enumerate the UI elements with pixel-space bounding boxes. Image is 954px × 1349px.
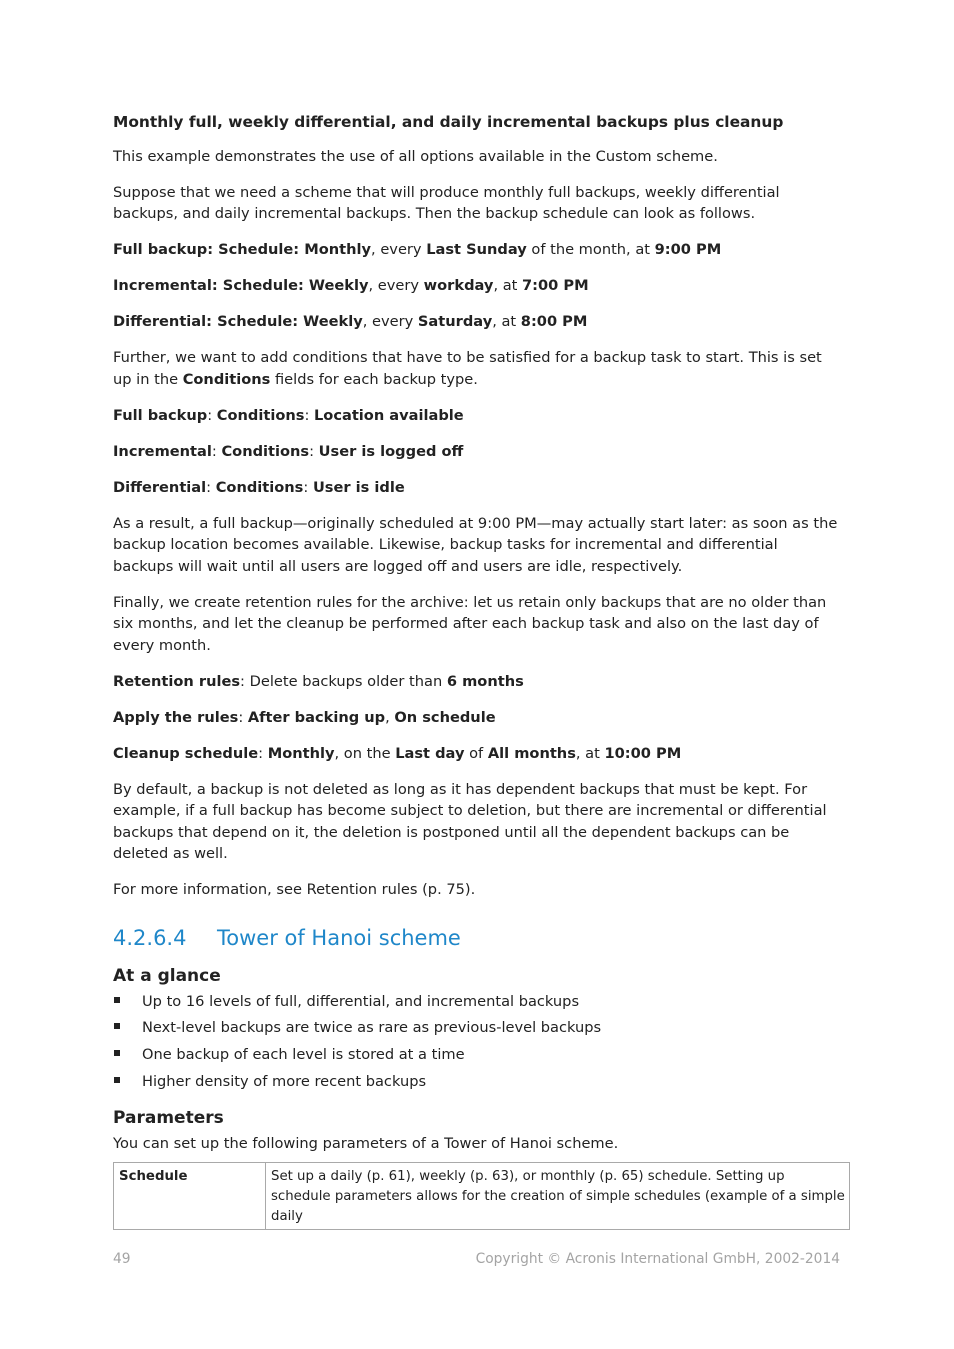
copyright-notice: Copyright © Acronis International GmbH, 2002-2014 xyxy=(475,1251,840,1267)
bullet-icon xyxy=(114,1077,120,1083)
list-item: Up to 16 levels of full, differential, and incremental backups xyxy=(113,991,839,1018)
condition-full: Full backup: Conditions: Location available xyxy=(113,406,464,424)
list-item: One backup of each level is stored at a time xyxy=(113,1044,839,1071)
glance-heading: At a glance xyxy=(113,965,221,986)
example-heading: Monthly full, weekly differential, and daily incremental backups plus cleanup xyxy=(113,113,784,131)
schedule-full: Full backup: Schedule: Monthly, every Last Sunday of the month, at 9:00 PM xyxy=(113,241,722,258)
section-number: 4.2.6.4 xyxy=(113,925,187,950)
document-body xyxy=(113,112,845,1230)
intro-paragraph: This example demonstrates the use of all options available in the Custom scheme. xyxy=(113,147,718,165)
result-paragraph: As a result, a full backup—originally scheduled at 9:00 PM—may actually start later: as soon as the backup location becomes available. Likewise, backup tasks for incremental and differential backups will wait until all users are logged off and users are idle, respectively. xyxy=(113,514,838,575)
more-info-paragraph[interactable]: For more information, see Retention rules (p. 75). xyxy=(113,881,476,898)
list-item: Next-level backups are twice as rare as previous-level backups xyxy=(113,1017,839,1044)
parameters-intro: You can set up the following parameters of a Tower of Hanoi scheme. xyxy=(113,1135,619,1153)
section-title: Tower of Hanoi scheme xyxy=(217,925,461,950)
parameters-table xyxy=(113,1162,850,1230)
suppose-paragraph: Suppose that we need a scheme that will produce monthly full backups, weekly differential backups, and daily incremental backups. Then the backup schedule can look as follows. xyxy=(113,183,780,222)
bullet-icon xyxy=(114,997,120,1003)
list-item: Higher density of more recent backups xyxy=(113,1071,839,1098)
further-paragraph: Further, we want to add conditions that have to be satisfied for a backup task to start. This is set up in the Conditions fields for each backup type. xyxy=(113,349,822,388)
cleanup-schedule-line: Cleanup schedule: Monthly, on the Last day of All months, at 10:00 PM xyxy=(113,744,682,762)
condition-incremental: Incremental: Conditions: User is logged off xyxy=(113,442,464,460)
table-value-cell: Set up a daily (p. 61), weekly (p. 63), or monthly (p. 65) schedule. Setting up schedule parameters allows for the creation of simple schedules (example of a simple daily xyxy=(266,1162,850,1229)
schedule-incremental: Incremental: Schedule: Weekly, every workday, at 7:00 PM xyxy=(113,277,589,294)
table-row xyxy=(114,1162,850,1229)
schedule-differential: Differential: Schedule: Weekly, every Saturday, at 8:00 PM xyxy=(113,313,588,330)
glance-list xyxy=(113,991,839,1098)
section-heading xyxy=(113,925,839,951)
bullet-icon xyxy=(114,1050,120,1056)
condition-differential: Differential: Conditions: User is idle xyxy=(113,478,405,496)
table-key-cell: Schedule xyxy=(114,1162,266,1229)
default-paragraph: By default, a backup is not deleted as long as it has dependent backups that must be kept. For example, if a full backup has become subject to deletion, but there are incremental or differential backups that depend on it, the deletion is postponed until all the dependent backups can be deleted as well. xyxy=(113,780,827,862)
parameters-heading: Parameters xyxy=(113,1108,224,1129)
retention-rules-line: Retention rules: Delete backups older than 6 months xyxy=(113,672,524,690)
apply-rules-line: Apply the rules: After backing up, On schedule xyxy=(113,708,496,726)
page-number: 49 xyxy=(113,1251,131,1267)
finally-paragraph: Finally, we create retention rules for the archive: let us retain only backups that are no older than six months, and let the cleanup be performed after each backup task and also on the last day of every month. xyxy=(113,593,827,654)
bullet-icon xyxy=(114,1023,120,1029)
